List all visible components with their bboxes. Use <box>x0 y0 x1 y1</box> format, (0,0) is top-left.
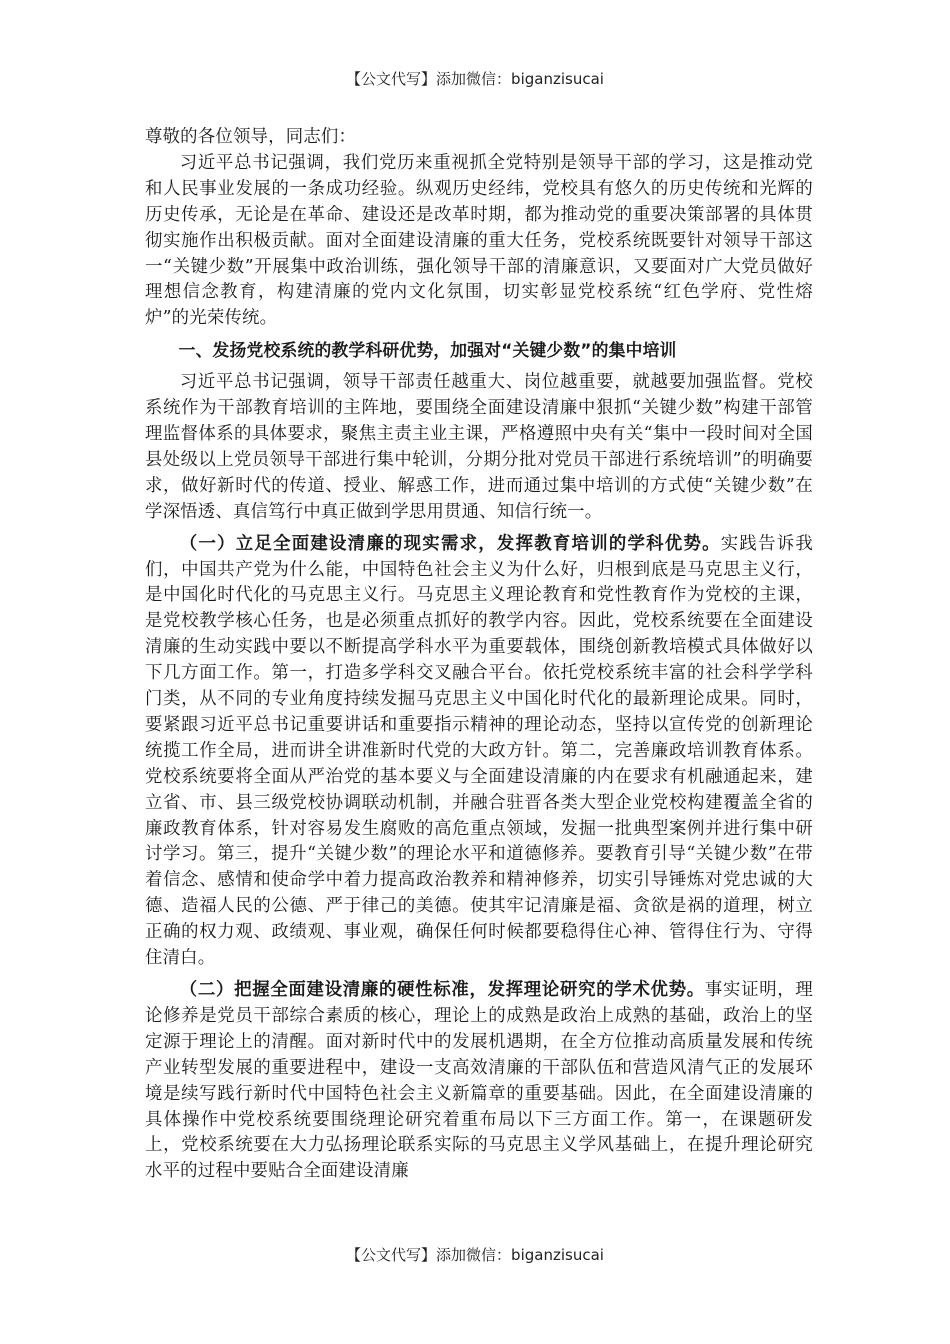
document-body <box>145 125 813 1185</box>
subsection-2-heading: （二）把握全面建设清廉的硬性标准，发挥理论研究的学术优势。 <box>179 980 705 1000</box>
subsection-2-paragraph <box>145 978 813 1185</box>
salutation: 尊敬的各位领导，同志们： <box>145 127 357 147</box>
section-1-paragraph: 习近平总书记强调，领导干部责任越重大、岗位越重要，就越要加强监督。党校系统作为干部教育培训的主阵地，要围绕全面建设清廉中狠抓“关键少数”构建干部管理监督体系的具体要求，聚焦主责主业主课，严格遵照中央有关“集中一段时间对全国县处级以上党员领导干部进行集中轮训，分期分批对党员干部进行系统培训”的明确要求，做好新时代的传道、授业、解惑工作，进而通过集中培训的方式使“关键少数”在学深悟透、真信笃行中真正做到学思用贯通、知信行统一。 <box>145 372 813 522</box>
subsection-1-paragraph <box>145 532 813 972</box>
section-heading-1: 一、发扬党校系统的教学科研优势，加强对“关键少数”的集中培训 <box>178 340 677 361</box>
page-footer: 【公文代写】添加微信：biganzisucai <box>346 1246 604 1264</box>
subsection-1-heading: （一）立足全面建设清廉的现实需求，发挥教育培训的学科优势。 <box>179 533 721 554</box>
page-header: 【公文代写】添加微信：biganzisucai <box>346 70 604 88</box>
subsection-2-body: 事实证明，理论修养是党员干部综合素质的核心，理论上的成熟是政治上成熟的基础，政治上的坚定源于理论上的清醒。面对新时代中的发展机遇期，在全方位推动高质量发展和传统产业转型发展的重要进程中，建设一支高效清廉的干部队伍和营造风清气正的发展环境是续写践行新时代中国特色社会主义新篇章的重要基础。因此，在全面建设清廉的具体操作中党校系统要围绕理论研究着重布局以下三方面工作。第一，在课题研发上，党校系统要在大力弘扬理论联系实际的马克思主义学风基础上，在提升理论研究水平的过程中要贴合全面建设清廉 <box>145 980 813 1182</box>
intro-paragraph: 习近平总书记强调，我们党历来重视抓全党特别是领导干部的学习，这是推动党和人民事业发展的一条成功经验。纵观历史经纬，党校具有悠久的历史传统和光辉的历史传承，无论是在革命、建设还是改革时期，都为推动党的重要决策部署的具体贯彻实施作出积极贡献。面对全面建设清廉的重大任务，党校系统既要针对领导干部这一“关键少数”开展集中政治训练，强化领导干部的清廉意识，又要面对广大党员做好理想信念教育，构建清廉的党内文化氛围，切实彰显党校系统“红色学府、党性熔炉”的光荣传统。 <box>145 152 813 329</box>
subsection-1-body: 实践告诉我们，中国共产党为什么能，中国特色社会主义为什么好，归根到底是马克思主义行，是中国化时代化的马克思主义行。马克思主义理论教育和党性教育作为党校的主课，是党校教学核心任务，也是必须重点抓好的教学内容。因此，党校系统要在全面建设清廉的生动实践中要以不断提高学科水平为重要载体，围绕创新教培模式具体做好以下几方面工作。第一，打造多学科交叉融合平台。依托党校系统丰富的社会科学学科门类，从不同的专业角度持续发掘马克思主义中国化时代化的最新理论成果。同时，要紧跟习近平总书记重要讲话和重要指示精神的理论动态，坚持以宣传党的创新理论统揽工作全局，进而讲全讲准新时代党的大政方针。第二，完善廉政培训教育体系。党校系统要将全面从严治党的基本要义与全面建设清廉的内在要求有机融通起来，建立省、市、县三级党校协调联动机制，并融合驻晋各类大型企业党校构建覆盖全省的廉政教育体系，针对容易发生腐败的高危重点领域，发掘一批典型案例并进行集中研讨学习。第三，提升“关键少数”的理论水平和道德修养。要教育引导“关键少数”在带着信念、感情和使命学中着力提高政治教养和精神修养，切实引导锤炼对党忠诚的大德、造福人民的公德、严于律己的美德。使其牢记清廉是福、贪欲是祸的道理，树立正确的权力观、政绩观、事业观，确保任何时候都要稳得住心神、管得住行为、守得住清白。 <box>145 533 813 969</box>
